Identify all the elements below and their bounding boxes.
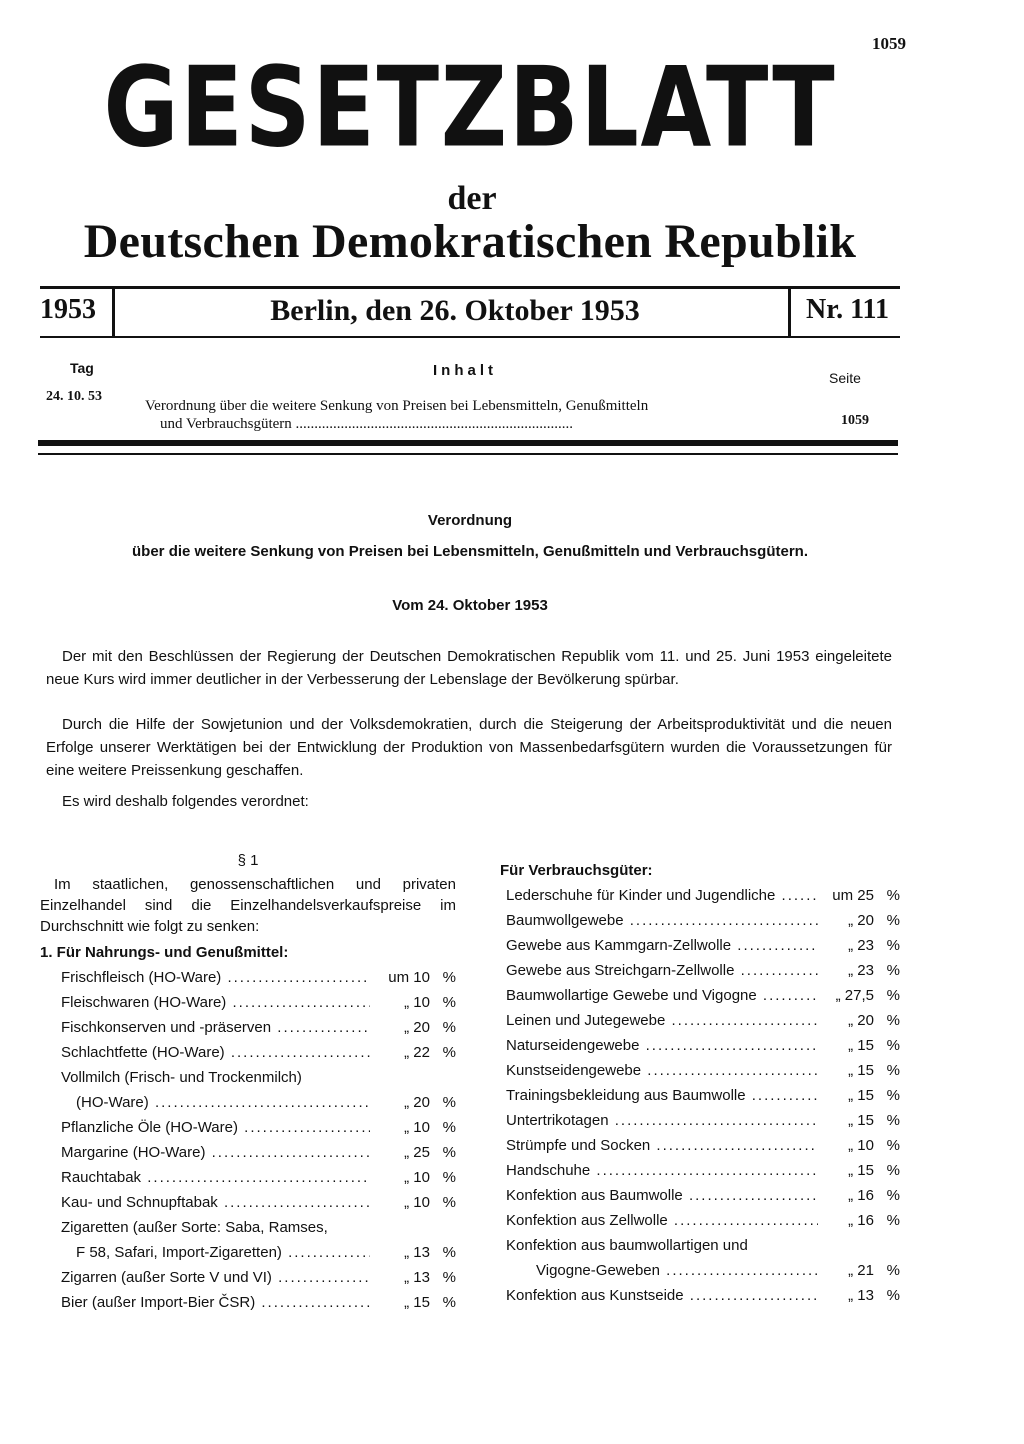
price-item: [40, 1265, 456, 1290]
price-item-unit: %: [886, 1262, 900, 1279]
price-item-unit: %: [442, 1044, 456, 1061]
preamble-paragraph-3: Es wird deshalb folgendes verordnet:: [62, 793, 309, 810]
price-item-name: Fischkonserven und -präserven .....: [61, 1015, 370, 1040]
ordinance-date: Vom 24. Oktober 1953: [392, 597, 548, 614]
price-item-value: „ 16: [848, 1187, 874, 1204]
price-item-value: „ 13: [404, 1269, 430, 1286]
price-item: [500, 1208, 900, 1233]
price-item-unit: %: [442, 1019, 456, 1036]
price-item-unit: %: [886, 937, 900, 954]
price-item-name: Kau- und Schnupftabak .....: [61, 1190, 370, 1215]
price-item-unit: %: [442, 1169, 456, 1186]
price-item-name: Vigogne-Geweben .....: [536, 1258, 818, 1283]
gazette-subtitle-der: der: [447, 180, 497, 217]
price-item: [500, 883, 900, 908]
consumer-price-list: [500, 883, 900, 1308]
price-item: [40, 1165, 456, 1190]
price-item-unit: %: [442, 1269, 456, 1286]
price-item-name: (HO-Ware) .....: [76, 1090, 370, 1115]
price-item: [500, 1283, 900, 1308]
price-item-unit: %: [886, 1137, 900, 1154]
food-category-title: 1. Für Nahrungs- und Genußmittel:: [40, 944, 289, 961]
price-item-unit: %: [886, 1062, 900, 1079]
price-item: [500, 1083, 900, 1108]
price-item-name: Margarine (HO-Ware) .....: [61, 1140, 370, 1165]
price-item-unit: %: [442, 1244, 456, 1261]
price-item: [500, 1158, 900, 1183]
section-1-right-column: [500, 858, 900, 1308]
page-number: 1059: [872, 34, 906, 53]
price-item-name: Untertrikotagen .....: [506, 1108, 818, 1133]
price-item-value: „ 15: [848, 1062, 874, 1079]
price-item-unit: %: [886, 1037, 900, 1054]
price-item-name: Frischfleisch (HO-Ware) .....: [61, 965, 370, 990]
price-item-value: „ 15: [848, 1112, 874, 1129]
price-item: [40, 1240, 456, 1265]
price-item-name: Zigarren (außer Sorte V und VI) .....: [61, 1265, 370, 1290]
price-item-name: Bier (außer Import-Bier ČSR) .....: [61, 1290, 370, 1315]
price-item-name: Schlachtfette (HO-Ware) .....: [61, 1040, 370, 1065]
price-item: [500, 1108, 900, 1133]
price-item-label: Zigaretten (außer Sorte: Saba, Ramses,: [61, 1219, 328, 1236]
toc-rule-thin: [38, 453, 898, 455]
price-item-value: um 25: [832, 887, 874, 904]
price-item-unit: %: [886, 912, 900, 929]
price-item-unit: %: [886, 1112, 900, 1129]
price-item-unit: %: [886, 1187, 900, 1204]
price-item-unit: %: [886, 1012, 900, 1029]
price-item-unit: %: [886, 1087, 900, 1104]
price-item: [40, 965, 456, 990]
gazette-title: GESETZBLATT: [103, 42, 837, 172]
price-item-value: um 10: [388, 969, 430, 986]
price-item-name: Konfektion aus Baumwolle .....: [506, 1183, 818, 1208]
price-item: [500, 983, 900, 1008]
price-item: [500, 1008, 900, 1033]
price-item: [500, 1183, 900, 1208]
price-item: [40, 1015, 456, 1040]
price-item-unit: %: [886, 1162, 900, 1179]
price-item-unit: %: [442, 1294, 456, 1311]
price-item-unit: %: [442, 1144, 456, 1161]
price-item-value: „ 27,5: [835, 987, 874, 1004]
price-item-name: Pflanzliche Öle (HO-Ware) .....: [61, 1115, 370, 1140]
price-item-unit: %: [442, 1194, 456, 1211]
price-item-value: „ 10: [404, 1169, 430, 1186]
price-item: [40, 1140, 456, 1165]
price-item: [40, 1115, 456, 1140]
price-item-value: „ 10: [404, 1194, 430, 1211]
toc-tag-label: Tag: [70, 360, 94, 376]
ordinance-title: Verordnung: [427, 512, 513, 529]
price-item-unit: %: [442, 1094, 456, 1111]
price-item-name: Rauchtabak .....: [61, 1165, 370, 1190]
price-item-name: Konfektion aus Kunstseide .....: [506, 1283, 818, 1308]
price-item-name: Gewebe aus Streichgarn-Zellwolle .....: [506, 958, 818, 983]
toc-seite-label: Seite: [829, 370, 861, 386]
issue-number: Nr. 111: [806, 294, 889, 325]
preamble-paragraph-2: Durch die Hilfe der Sowjetunion und der Volksdemokratien, durch die Steigerung der Arbeitsproduktivität und die neuen Erfolge unserer Werktätigen bei der Entwicklung der Produktion von Massenbedarfsgütern wurden die Voraussetzungen für eine weitere Preissenkung geschaffen.: [46, 716, 892, 779]
price-item-value: „ 15: [848, 1087, 874, 1104]
price-item-label: Konfektion aus baumwollartigen und: [506, 1237, 748, 1254]
price-item-value: „ 20: [848, 1012, 874, 1029]
price-item-name: F 58, Safari, Import-Zigaretten) .....: [76, 1240, 370, 1265]
price-item-name: Gewebe aus Kammgarn-Zellwolle .....: [506, 933, 818, 958]
food-price-list: [40, 965, 456, 1315]
price-item: [500, 1258, 900, 1283]
toc-entry-page: 1059: [841, 413, 869, 428]
price-item-value: „ 16: [848, 1212, 874, 1229]
price-item-value: „ 10: [848, 1137, 874, 1154]
price-item-name: Strümpfe und Socken .....: [506, 1133, 818, 1158]
price-item: [40, 1190, 456, 1215]
issue-year: 1953: [40, 294, 96, 325]
price-item-value: „ 15: [848, 1037, 874, 1054]
price-item: [40, 1040, 456, 1065]
price-item-name: Trainingsbekleidung aus Baumwolle .....: [506, 1083, 818, 1108]
header-divider-right: [788, 287, 791, 337]
toc-entry-line1: Verordnung über die weitere Senkung von Preisen bei Lebensmitteln, Genußmitteln: [145, 398, 649, 414]
price-item-value: „ 10: [404, 1119, 430, 1136]
price-item: [500, 1133, 900, 1158]
price-item-unit: %: [886, 962, 900, 979]
header-divider-left: [112, 287, 115, 337]
price-item-unit: %: [442, 969, 456, 986]
price-item: [500, 1033, 900, 1058]
toc-title: Inhalt: [433, 362, 497, 379]
price-item: [500, 1058, 900, 1083]
price-item-name: Baumwollartige Gewebe und Vigogne .....: [506, 983, 818, 1008]
price-item-name: Lederschuhe für Kinder und Jugendliche .....: [506, 883, 818, 908]
price-item-name: Fleischwaren (HO-Ware) .....: [61, 990, 370, 1015]
price-item-value: „ 25: [404, 1144, 430, 1161]
toc-entry-date: 24. 10. 53: [46, 389, 102, 404]
price-item-unit: %: [442, 994, 456, 1011]
section-1-left-column: [40, 852, 456, 1315]
price-item-name: Kunstseidengewebe .....: [506, 1058, 818, 1083]
section-mark: § 1: [237, 852, 259, 869]
consumer-category-title: Für Verbrauchsgüter:: [500, 862, 653, 879]
price-item: [40, 990, 456, 1015]
price-item-value: „ 22: [404, 1044, 430, 1061]
price-item-unit: %: [442, 1119, 456, 1136]
price-item-name: Leinen und Jutegewebe .....: [506, 1008, 818, 1033]
price-item: [500, 908, 900, 933]
price-item-unit: %: [886, 1287, 900, 1304]
price-item-name: Handschuhe .....: [506, 1158, 818, 1183]
price-item-value: „ 20: [404, 1019, 430, 1036]
price-item-name: Konfektion aus Zellwolle .....: [506, 1208, 818, 1233]
gazette-subtitle-republic: Deutschen Demokratischen Republik: [83, 215, 857, 268]
price-item: [40, 1090, 456, 1115]
ordinance-subtitle: über die weitere Senkung von Preisen bei Lebensmitteln, Genußmitteln und Verbrauchsgütern.: [132, 543, 808, 560]
section-1-intro: Im staatlichen, genossenschaftlichen und privaten Einzelhandel sind die Einzelhandelsverkaufspreise im Durchschnitt wie folgt zu senken:: [40, 876, 456, 935]
toc-entry[interactable]: [145, 397, 805, 433]
price-item: [500, 933, 900, 958]
price-item-unit: %: [886, 887, 900, 904]
price-item-value: „ 23: [848, 937, 874, 954]
price-item: [40, 1290, 456, 1315]
header-rule-bottom: [40, 336, 900, 338]
price-item-value: „ 15: [404, 1294, 430, 1311]
issue-place-date: Berlin, den 26. Oktober 1953: [270, 294, 640, 327]
price-item-value: „ 13: [404, 1244, 430, 1261]
price-item-value: „ 20: [404, 1094, 430, 1111]
price-item-value: „ 21: [848, 1262, 874, 1279]
price-item-value: „ 20: [848, 912, 874, 929]
toc-rule-thick: [38, 440, 898, 446]
price-item-label: Vollmilch (Frisch- und Trockenmilch): [61, 1069, 302, 1086]
price-item-value: „ 15: [848, 1162, 874, 1179]
price-item-name: Naturseidengewebe .....: [506, 1033, 818, 1058]
preamble-paragraph-1: Der mit den Beschlüssen der Regierung der Deutschen Demokratischen Republik vom 11. und 25. Juni 1953 eingeleitete neue Kurs wird immer deutlicher in der Verbesserung der Lebenslage der Bevölkerung spürbar.: [46, 648, 892, 688]
header-rule-top: [40, 286, 900, 289]
price-item-value: „ 10: [404, 994, 430, 1011]
price-item-value: „ 13: [848, 1287, 874, 1304]
price-item: [500, 958, 900, 983]
price-item-value: „ 23: [848, 962, 874, 979]
toc-entry-line2: und Verbrauchsgütern ..........................................................................: [160, 416, 574, 432]
price-item-name: Baumwollgewebe .....: [506, 908, 818, 933]
price-item-unit: %: [886, 1212, 900, 1229]
price-item-unit: %: [886, 987, 900, 1004]
